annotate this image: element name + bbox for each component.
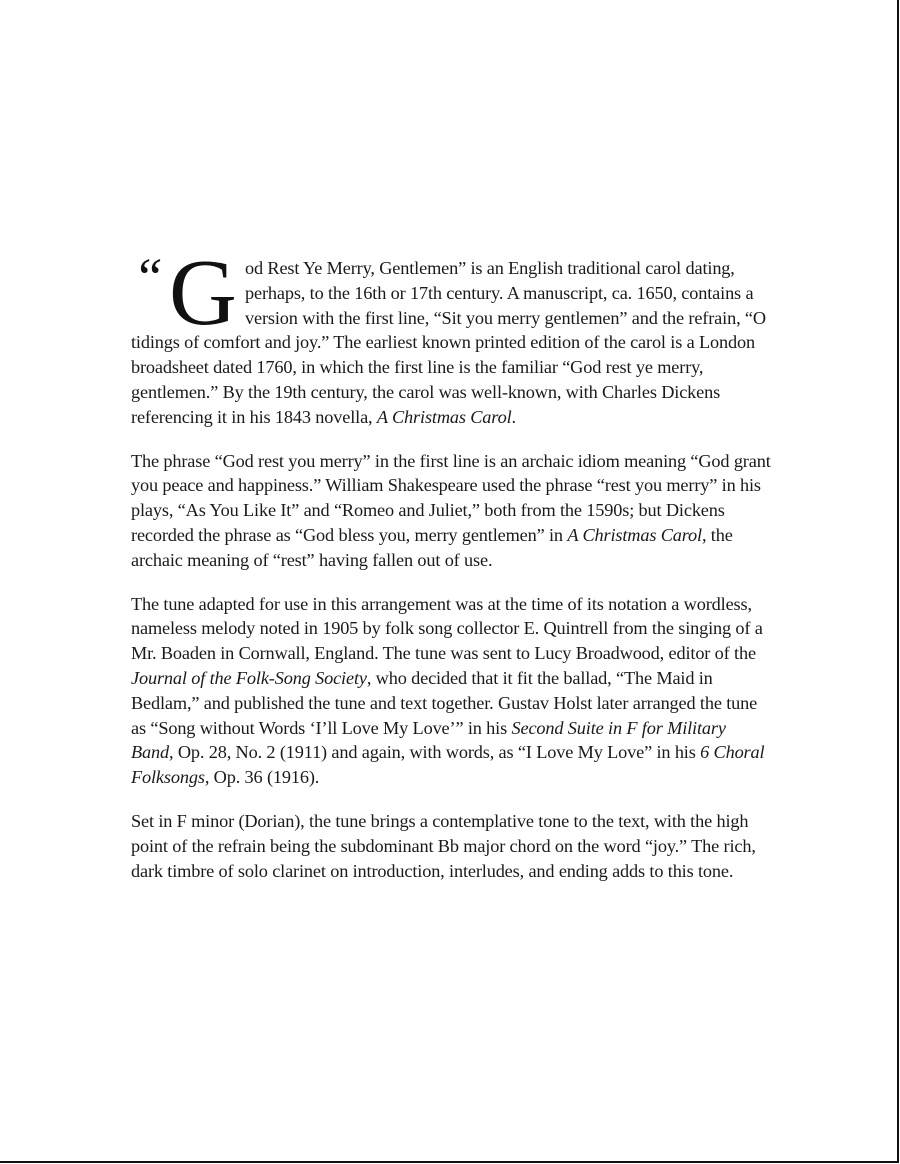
paragraph-2	[131, 449, 771, 573]
p2-seg-0: The phrase “God rest you merry” in the first line is an archaic idiom meaning “God grant you peace and happiness.” William Shakespeare used the phrase “rest you merry” in his plays, “As You Like It” and “Romeo and Juliet,” both from the 1590s; but Dickens recorded the phrase as “God bless you, merry gentlemen” in	[131, 450, 771, 545]
drop-cap	[129, 241, 237, 345]
p1-seg-0: od Rest Ye Merry, Gentlemen” is an English traditional carol dating, perhaps, to the 16th or 17th century. A manuscript, ca. 1650, contains a version with the first line, “Sit you merry gentlemen” and the refrain, “O tidings of comfort and joy.” The earliest known printed edition of the carol is a London broadsheet dated 1760, in which the first line is the familiar “God rest ye merry, gentlemen.” By the 19th century, the carol was well-known, with Charles Dickens referencing it in his 1843 novella,	[131, 258, 766, 427]
p3-seg-0: The tune adapted for use in this arrangement was at the time of its notation a wordless, nameless melody noted in 1905 by folk song collector E. Quintrell from the singing of a Mr. Boaden in Cornwall, England. The tune was sent to Lucy Broadwood, editor of the	[131, 593, 763, 664]
p3-seg-5: 6 Choral Folksongs	[131, 742, 765, 788]
p1-seg-2: .	[511, 406, 516, 427]
p2-seg-1: A Christmas Carol	[567, 524, 702, 545]
p3-seg-1: Journal of the Folk-Song Society	[131, 667, 367, 688]
p3-seg-2: , who decided that it fit the ballad, “The Maid in Bedlam,” and published the tune and text together. Gustav Holst later arranged the tune as “Song without Words ‘I’ll Love My Love’” in his	[131, 667, 758, 738]
paragraph-4	[131, 809, 771, 883]
drop-cap-letter: G	[169, 241, 237, 345]
p4-seg-0: Set in F minor (Dorian), the tune brings a contemplative tone to the text, with the high point of the refrain being the subdominant Bb major chord on the word “joy.” The rich, dark timbre of solo clarinet on introduction, interludes, and ending adds to this tone.	[131, 810, 756, 881]
p3-seg-3: Second Suite in F for Military Band	[131, 717, 726, 763]
drop-cap-quote: “	[133, 247, 163, 307]
article-body	[131, 241, 771, 902]
p1-seg-1: A Christmas Carol	[376, 406, 512, 427]
paragraph-1	[131, 241, 771, 430]
p3-seg-6: , Op. 36 (1916).	[204, 767, 320, 788]
p2-seg-2: , the archaic meaning of “rest” having fallen out of use.	[131, 524, 733, 570]
paragraph-3	[131, 592, 771, 790]
p3-seg-4: , Op. 28, No. 2 (1911) and again, with words, as “I Love My Love” in his	[169, 742, 701, 763]
